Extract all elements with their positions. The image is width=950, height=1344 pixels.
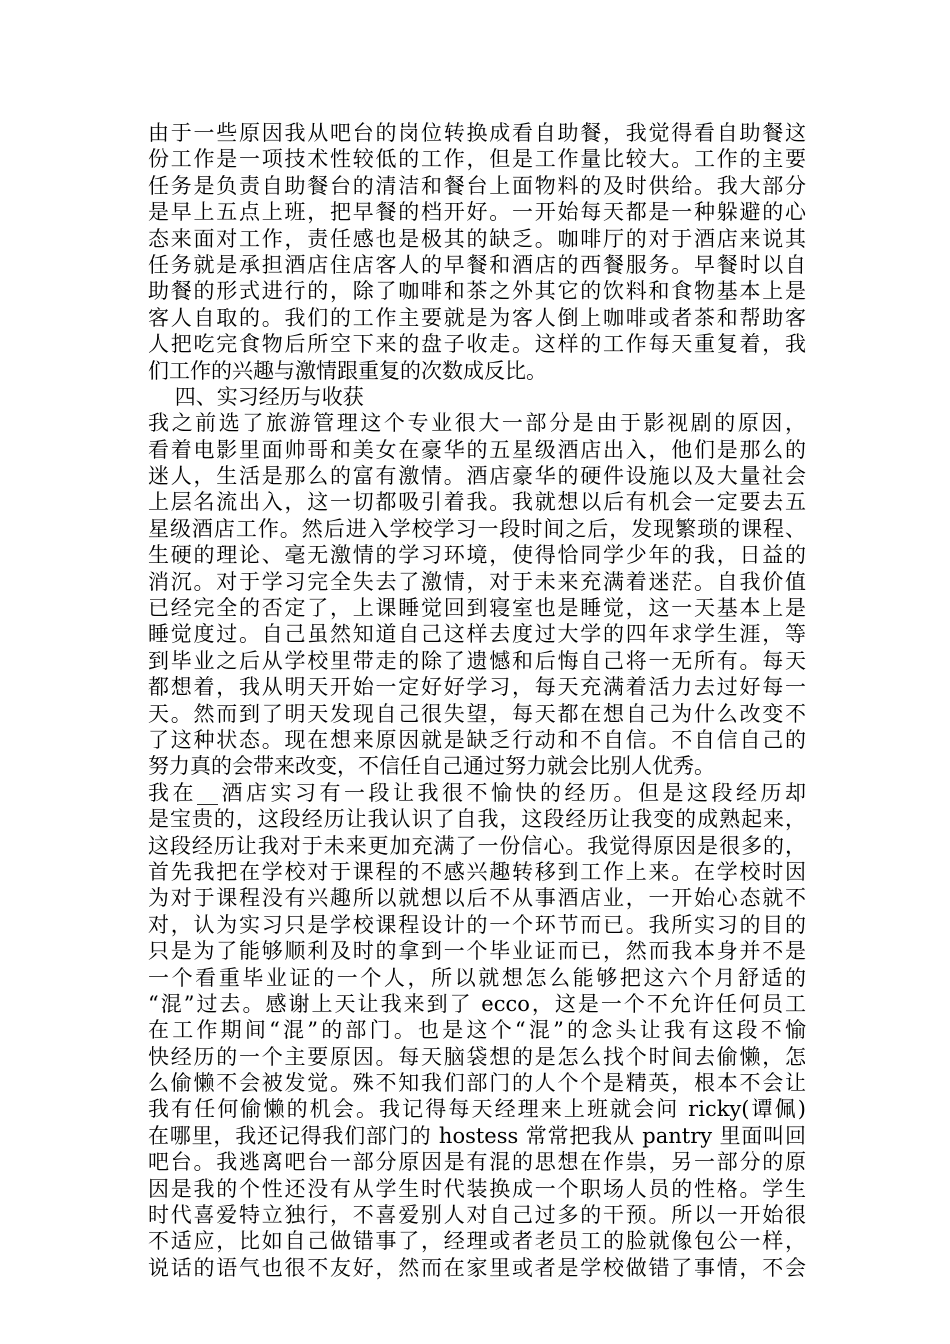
text-line: 份工作是一项技术性较低的工作，但是工作量比较大。工作的主要 [148, 147, 806, 172]
text-line: 到毕业之后从学校里带走的除了遗憾和后悔自己将一无所有。每天 [148, 648, 806, 673]
text-line: 么偷懒不会被发觉。殊不知我们部门的人个个是精英，根本不会让 [148, 1071, 806, 1096]
text-line: “混”过去。感谢上天让我来到了 ecco，这是一个不允许任何员工 [148, 991, 806, 1016]
text-line: 为对于课程没有兴趣所以就想以后不从事酒店业，一开始心态就不 [148, 886, 806, 911]
text-line: 是早上五点上班，把早餐的档开好。一开始每天都是一种躲避的心 [148, 200, 806, 225]
text-line: 客人自取的。我们的工作主要就是为客人倒上咖啡或者茶和帮助客 [148, 305, 806, 330]
text-line: 任务是负责自助餐台的清洁和餐台上面物料的及时供给。我大部分 [148, 173, 806, 198]
document-page [148, 120, 806, 1281]
text-line: 这段经历让我对于未来更加充满了一份信心。我觉得原因是很多的， [148, 833, 806, 858]
text-line: 天。然而到了明天发现自己很失望，每天都在想自己为什么改变不 [148, 701, 806, 726]
text-line: 迷人，生活是那么的富有激情。酒店豪华的硬件设施以及大量社会 [148, 464, 806, 489]
text-line: 说话的语气也很不友好，然而在家里或者是学校做错了事情，不会 [148, 1255, 806, 1280]
text-line: 了这种状态。现在想来原因就是缺乏行动和不自信。不自信自己的 [148, 727, 806, 752]
text-line: 我有任何偷懒的机会。我记得每天经理来上班就会问 ricky(谭佩) [148, 1097, 806, 1122]
text-line: 助餐的形式进行的，除了咖啡和茶之外其它的饮料和食物基本上是 [148, 279, 806, 304]
text-line: 任务就是承担酒店住店客人的早餐和酒店的西餐服务。早餐时以自 [148, 252, 806, 277]
text-line: 消沉。对于学习完全失去了激情，对于未来充满着迷茫。自我价值 [148, 569, 806, 594]
text-line: 由于一些原因我从吧台的岗位转换成看自助餐，我觉得看自助餐这 [148, 121, 806, 145]
text-line: 星级酒店工作。然后进入学校学习一段时间之后，发现繁琐的课程、 [148, 516, 806, 541]
text-line: 在哪里，我还记得我们部门的 hostess 常常把我从 pantry 里面叫回 [148, 1123, 806, 1148]
text-line: 只是为了能够顺利及时的拿到一个毕业证而已，然而我本身并不是 [148, 939, 806, 964]
text-line: 生硬的理论、毫无激情的学习环境，使得恰同学少年的我，日益的 [148, 543, 806, 568]
text-line: 四、实习经历与收获 [148, 384, 364, 409]
text-line: 因是我的个性还没有从学生时代装换成一个职场人员的性格。学生 [148, 1176, 806, 1201]
text-line: 是宝贵的，这段经历让我认识了自我，这段经历让我变的成熟起来， [148, 807, 806, 832]
text-line: 我在__酒店实习有一段让我很不愉快的经历。但是这段经历却 [148, 780, 806, 805]
text-line: 不适应，比如自己做错事了，经理或者老员工的脸就像包公一样， [148, 1229, 806, 1254]
text-line: 态来面对工作，责任感也是极其的缺乏。咖啡厅的对于酒店来说其 [148, 226, 806, 251]
text-line: 在工作期间“混”的部门。也是这个“混”的念头让我有这段不愉 [148, 1018, 806, 1043]
text-line: 睡觉度过。自己虽然知道自己这样去度过大学的四年求学生涯，等 [148, 622, 806, 647]
text-line: 吧台。我逃离吧台一部分原因是有混的思想在作祟，另一部分的原 [148, 1150, 806, 1175]
text-line: 看着电影里面帅哥和美女在豪华的五星级酒店出入，他们是那么的 [148, 437, 806, 462]
text-line: 时代喜爱特立独行，不喜爱别人对自己过多的干预。所以一开始很 [148, 1203, 806, 1228]
text-line: 人把吃完食物后所空下来的盘子收走。这样的工作每天重复着，我 [148, 332, 806, 357]
text-line: 努力真的会带来改变，不信任自己通过努力就会比别人优秀。 [148, 754, 715, 779]
text-line: 已经完全的否定了，上课睡觉回到寝室也是睡觉，这一天基本上是 [148, 596, 806, 621]
text-line: 都想着，我从明天开始一定好好学习，每天充满着活力去过好每一 [148, 675, 806, 700]
text-line: 我之前选了旅游管理这个专业很大一部分是由于影视剧的原因， [148, 411, 806, 436]
text-line: 对，认为实习只是学校课程设计的一个环节而已。我所实习的目的 [148, 912, 806, 937]
text-line: 们工作的兴趣与激情跟重复的次数成反比。 [148, 358, 547, 383]
text-line: 上层名流出入，这一切都吸引着我。我就想以后有机会一定要去五 [148, 490, 806, 515]
text-line: 一个看重毕业证的一个人，所以就想怎么能够把这六个月舒适的 [148, 965, 806, 990]
text-line: 快经历的一个主要原因。每天脑袋想的是怎么找个时间去偷懒，怎 [148, 1044, 806, 1069]
text-line: 首先我把在学校对于课程的不感兴趣转移到工作上来。在学校时因 [148, 859, 806, 884]
